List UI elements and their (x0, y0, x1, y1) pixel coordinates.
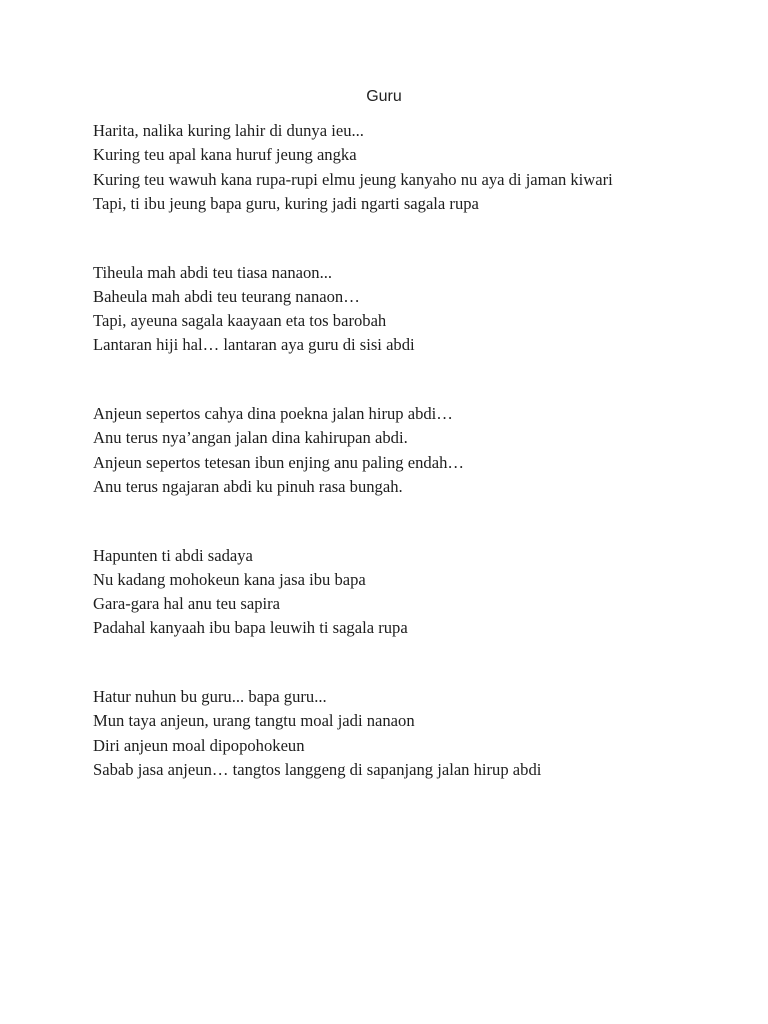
poem-line: Hapunten ti abdi sadaya (93, 545, 253, 565)
poem-line: Hatur nuhun bu guru... bapa guru... (93, 687, 327, 706)
stanza-3 (93, 402, 753, 499)
poem-line: Anu terus nya’angan jalan dina kahirupan abdi. (93, 428, 408, 448)
poem-line: Diri anjeun moal dipopohokeun (93, 735, 305, 755)
poem-line: Kuring teu apal kana huruf jeung angka (93, 145, 357, 165)
poem-line: Tapi, ti ibu jeung bapa guru, kuring jadi ngarti sagala rupa (93, 193, 479, 213)
poem-line: Tiheula mah abdi teu tiasa nanaon... (93, 262, 333, 282)
poem-line: Lantaran hiji hal… lantaran aya guru di sisi abdi (93, 335, 415, 355)
stanza-1 (93, 119, 753, 216)
poem-line: Tapi, ayeuna sagala kaayaan eta tos barobah (93, 311, 387, 330)
poem-title: Guru (366, 88, 402, 105)
stanza-5 (93, 685, 753, 782)
poem-line: Mun taya anjeun, urang tangtu moal jadi nanaon (93, 711, 415, 731)
poem-line: Anu terus ngajaran abdi ku pinuh rasa bungah. (93, 476, 403, 496)
poem-line: Padahal kanyaah ibu bapa leuwih ti sagala rupa (93, 618, 408, 638)
poem-line: Nu kadang mohokeun kana jasa ibu bapa (93, 569, 366, 589)
poem-line: Gara-gara hal anu teu sapira (93, 594, 281, 613)
poem-body (93, 119, 753, 827)
stanza-2 (93, 261, 753, 358)
poem-line: Kuring teu wawuh kana rupa-rupi elmu jeung kanyaho nu aya di jaman kiwari (93, 169, 613, 189)
stanza-4 (93, 544, 753, 641)
poem-line: Baheula mah abdi teu teurang nanaon… (93, 286, 360, 306)
poem-line: Anjeun sepertos cahya dina poekna jalan hirup abdi… (93, 404, 453, 423)
poem-line: Sabab jasa anjeun… tangtos langgeng di sapanjang jalan hirup abdi (93, 759, 542, 779)
poem-line: Harita, nalika kuring lahir di dunya ieu... (93, 121, 364, 140)
poem-line: Anjeun sepertos tetesan ibun enjing anu paling endah… (93, 452, 464, 472)
